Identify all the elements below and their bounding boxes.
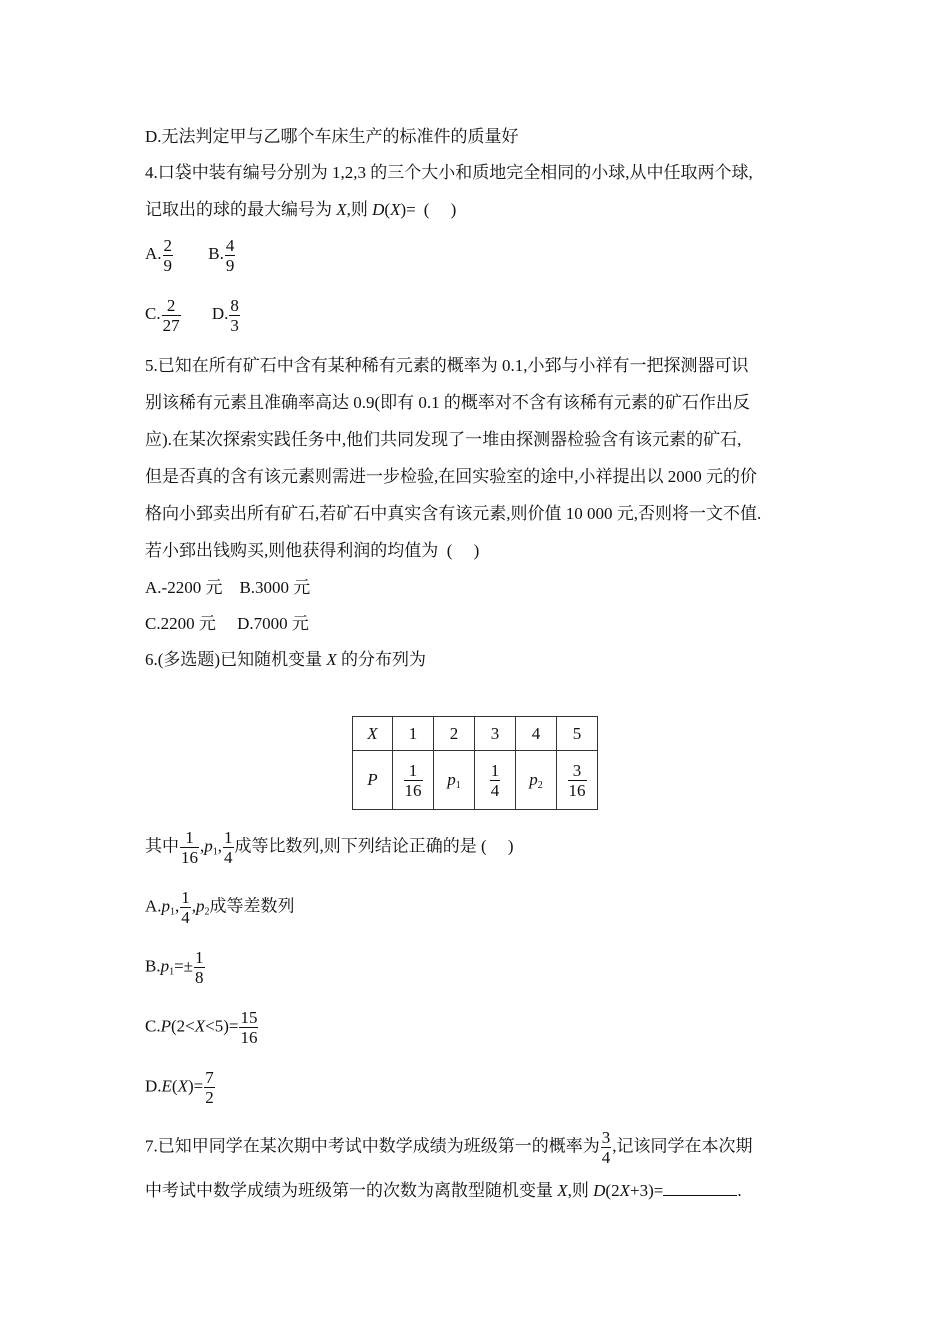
answer-blank[interactable]: [663, 1181, 737, 1196]
q4-option-c: C. $\frac{2}{27}$: [145, 296, 180, 335]
table-cell: 4: [516, 717, 557, 751]
table-cell: 1: [393, 717, 434, 751]
table-cell: $\frac{1}{4}$: [475, 751, 516, 810]
q5-stem-line2: 别该稀有元素且准确率高达 0.9(即有 0.1 的概率对不含有该稀有元素的矿石作出反: [145, 393, 750, 412]
q4-stem-line2: 记取出的球的最大编号为 X,则 D(X)= ( ): [145, 200, 457, 219]
table-cell: $\frac{1}{16}$: [393, 751, 434, 810]
distribution-table: [352, 716, 598, 810]
q6-option-c: C.P(2<X<5)= $\frac{15}{16}$: [145, 1008, 258, 1047]
q7-stem-line1: 7.已知甲同学在某次期中考试中数学成绩为班级第一的概率为 $\frac{3}{4}$ ,记该同学在本次期: [145, 1128, 753, 1167]
q6-condition: 其中 $\frac{1}{16}$ $,p_1$, $\frac{1}{4}$ 成等比数列,则下列结论正确的是 ( ): [145, 828, 514, 867]
q4-options-ab: [145, 236, 236, 275]
table-cell: $p_1$: [434, 751, 475, 810]
q5-options-cd: C.2200 元 D.7000 元: [145, 614, 309, 633]
q4-option-a: A. $\frac{2}{9}$: [145, 236, 173, 275]
table-cell: $\frac{3}{16}$: [557, 751, 598, 810]
q5-options-ab: A.-2200 元 B.3000 元: [145, 578, 311, 597]
q4-options-cd: [145, 296, 241, 335]
q6-option-d: D.E(X)= $\frac{7}{2}$: [145, 1068, 214, 1107]
table-cell: 2: [434, 717, 475, 751]
q5-stem-line1: 5.已知在所有矿石中含有某种稀有元素的概率为 0.1,小郅与小祥有一把探测器可识: [145, 356, 749, 375]
q5-stem-line4: 但是否真的含有该元素则需进一步检验,在回实验室的途中,小祥提出以 2000 元的价: [145, 467, 757, 486]
q3-option-d: D.无法判定甲与乙哪个车床生产的标准件的质量好: [145, 127, 519, 146]
q5-stem-line3: 应).在某次探索实践任务中,他们共同发现了一堆由探测器检验含有该元素的矿石,: [145, 430, 742, 449]
q6-option-a: $A.p_1$, $\frac{1}{4}$ $,p_2$成等差数列: [145, 888, 295, 927]
q4-option-d: D. $\frac{8}{3}$: [211, 296, 239, 335]
table-cell: $p_2$: [516, 751, 557, 810]
q6-stem: 6.(多选题)已知随机变量 X 的分布列为: [145, 650, 426, 669]
q6-option-b: $B.p_1=\pm$ $\frac{1}{8}$: [145, 948, 204, 987]
table-cell: 3: [475, 717, 516, 751]
table-cell: X: [353, 717, 393, 751]
table-cell: 5: [557, 717, 598, 751]
q5-stem-line5: 格向小郅卖出所有矿石,若矿石中真实含有该元素,则价值 10 000 元,否则将一文不值.: [145, 504, 762, 523]
table-row: [353, 717, 598, 751]
q4-option-b: B. $\frac{4}{9}$: [208, 236, 235, 275]
table-cell: P: [353, 751, 393, 810]
q7-stem-line2: 中考试中数学成绩为班级第一的次数为离散型随机变量 X,则 D(2X+3)= .: [145, 1181, 742, 1200]
q4-stem-line1: 4.口袋中装有编号分别为 1,2,3 的三个大小和质地完全相同的小球,从中任取两个球,: [145, 163, 753, 182]
table-row: [353, 751, 598, 810]
q5-stem-line6: 若小郅出钱购买,则他获得利润的均值为 ( ): [145, 541, 480, 560]
